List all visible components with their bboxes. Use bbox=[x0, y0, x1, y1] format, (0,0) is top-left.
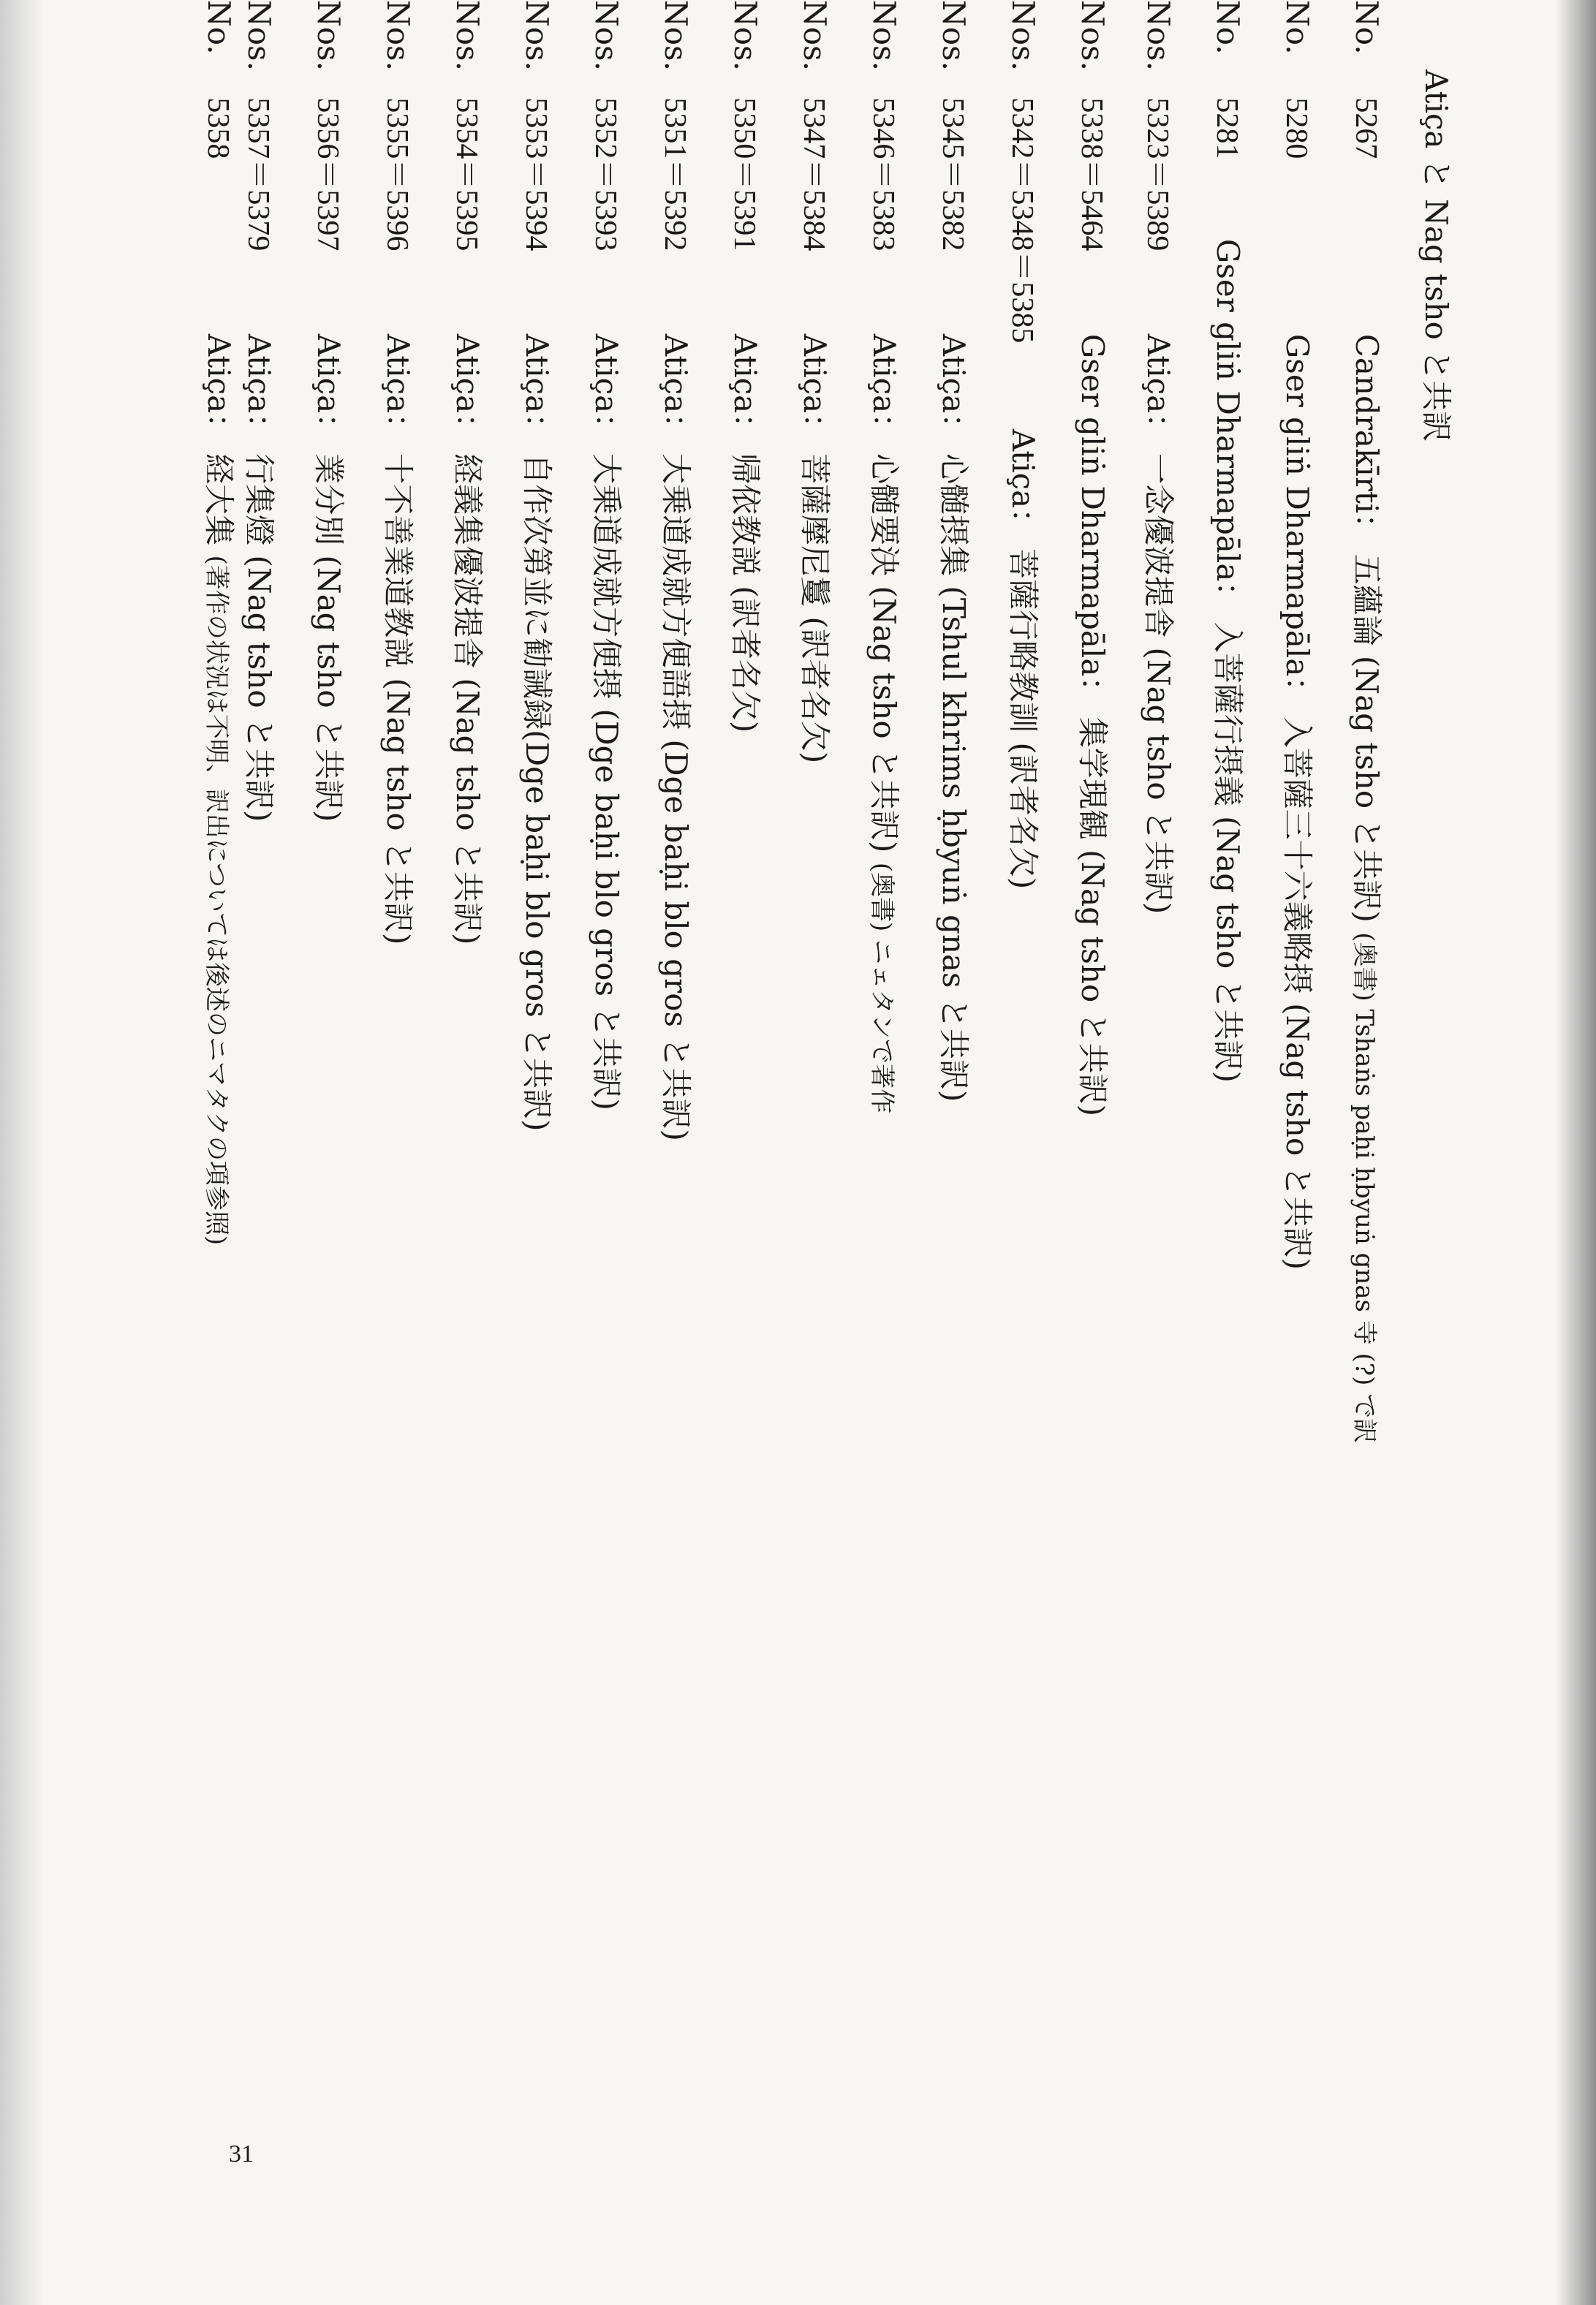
entry-line bbox=[936, 0, 972, 1102]
entry-title: 業分別 (Nag tsho と共訳) bbox=[311, 453, 347, 822]
entry-author: Atiça： bbox=[936, 333, 972, 444]
entry-no: No. bbox=[1210, 0, 1246, 55]
entry-no: Nos. bbox=[589, 0, 624, 71]
entry-number: 5323＝5389 bbox=[1141, 97, 1174, 251]
entry-line bbox=[589, 0, 624, 1110]
entry-line bbox=[519, 0, 555, 1132]
entry-line bbox=[380, 0, 416, 945]
entry-no: Nos. bbox=[727, 0, 763, 71]
entry-line bbox=[1210, 0, 1246, 1083]
entry-author: Atiça： bbox=[1005, 428, 1041, 540]
entry-title: 大乗道成就方便摂 (Dge baḥi blo gros と共訳) bbox=[589, 453, 624, 1110]
entry-author: Atiça： bbox=[450, 333, 485, 444]
entry-author: Gser gliṅ Dharmapāla： bbox=[1075, 333, 1111, 708]
entry-author: Atiça： bbox=[727, 333, 763, 444]
entry-line bbox=[866, 0, 902, 1114]
entry-number: 5281 bbox=[1210, 97, 1244, 159]
entry-no: Nos. bbox=[519, 0, 555, 71]
entry-title: 五蘊論 (Nag tsho と共訳) bbox=[1349, 553, 1385, 923]
entry-line bbox=[1075, 0, 1111, 1117]
entry-number: 5267 bbox=[1349, 97, 1383, 159]
entry-title: 経義集優波提舎 (Nag tsho と共訳) bbox=[450, 453, 485, 945]
entry-author: Gser gliṅ Dharmapāla： bbox=[1210, 238, 1246, 613]
entry-note: (著作の状況は不明、訳出については後述のニマタクの項参照) bbox=[202, 555, 231, 1246]
page-number: 31 bbox=[229, 2141, 254, 2168]
entry-number: 5280 bbox=[1279, 97, 1313, 159]
entry-line bbox=[201, 0, 237, 1246]
entry-author: Atiça： bbox=[797, 333, 833, 444]
entry-author: Atiça： bbox=[1141, 333, 1176, 444]
entry-no: Nos. bbox=[241, 0, 277, 71]
entry-line bbox=[311, 0, 347, 822]
entry-note: (奥書) Tshaṅs paḥi ḥbyuṅ gnas 寺 (?) で訳 bbox=[1350, 932, 1379, 1444]
entry-number: 5347＝5384 bbox=[797, 97, 831, 251]
entry-number: 5345＝5382 bbox=[936, 97, 969, 251]
entry-no: Nos. bbox=[936, 0, 972, 71]
entry-number: 5350＝5391 bbox=[727, 97, 761, 251]
entry-title: 帰依教説 (訳者名欠) bbox=[727, 453, 763, 733]
entry-line bbox=[1005, 0, 1041, 890]
entry-author: Atiça： bbox=[658, 333, 694, 444]
entry-no: Nos. bbox=[1141, 0, 1176, 71]
entry-no: Nos. bbox=[380, 0, 416, 71]
entry-no: No. bbox=[1349, 0, 1385, 55]
entry-title: 一念優波提舎 (Nag tsho と共訳) bbox=[1141, 453, 1176, 915]
section-heading: Atiça と Nag tsho と共訳 bbox=[1418, 69, 1454, 442]
entry-number: 5356＝5397 bbox=[311, 97, 344, 251]
entry-title: 心髄要決 (Nag tsho と共訳) bbox=[866, 453, 902, 853]
entry-title: 経大集 bbox=[201, 453, 237, 546]
entry-line bbox=[658, 0, 694, 1141]
entry-line bbox=[1279, 0, 1315, 1271]
entry-line bbox=[1349, 0, 1385, 1444]
entry-line bbox=[451, 0, 483, 945]
entry-author: Atiça： bbox=[241, 333, 277, 444]
entry-number: 5351＝5392 bbox=[658, 97, 692, 251]
entry-line bbox=[797, 0, 833, 764]
entry-title: 菩薩行略教訓 (訳者名欠) bbox=[1005, 548, 1041, 890]
entry-title: 自作次第並に勧誡録(Dge baḥi blo gros と共訳) bbox=[519, 453, 555, 1132]
entry-number: 5354＝5395 bbox=[450, 97, 483, 251]
entry-number: 5355＝5396 bbox=[380, 97, 414, 251]
entry-number: 5352＝5393 bbox=[589, 97, 622, 251]
entry-title: 心髄摂集 (Tshul khrims ḥbyuṅ gnas と共訳) bbox=[936, 453, 972, 1102]
entry-title: 大乗道成就方便語摂 (Dge baḥi blo gros と共訳) bbox=[658, 453, 694, 1141]
entry-line bbox=[241, 0, 277, 822]
entry-line bbox=[1141, 0, 1176, 915]
entry-number: 5358 bbox=[201, 97, 235, 159]
entry-title: 入菩薩行摂義 (Nag tsho と共訳) bbox=[1210, 621, 1246, 1083]
entry-no: No. bbox=[1279, 0, 1315, 55]
entry-number: 5357＝5379 bbox=[241, 97, 275, 251]
entry-number: 5346＝5383 bbox=[866, 97, 900, 251]
entry-no: Nos. bbox=[797, 0, 833, 71]
entry-no: No. bbox=[201, 0, 237, 55]
entry-author: Atiça： bbox=[201, 333, 237, 444]
entry-number: 5338＝5464 bbox=[1075, 97, 1108, 251]
entry-note: (奥書) ニェタンで著作 bbox=[867, 862, 896, 1114]
entry-author: Atiça： bbox=[311, 333, 347, 444]
entry-no: Nos. bbox=[311, 0, 347, 71]
entry-no: Nos. bbox=[450, 0, 485, 71]
entry-author: Candrakīrti： bbox=[1349, 333, 1385, 545]
entry-author: Atiça： bbox=[519, 333, 555, 444]
entry-author: Atiça： bbox=[866, 333, 902, 444]
entry-number: 5353＝5394 bbox=[519, 97, 553, 251]
entry-number: 5342＝5348＝5385 bbox=[1005, 97, 1039, 344]
entry-title: 菩薩摩尼鬘 (訳者名欠) bbox=[797, 453, 833, 764]
entry-author: Atiça： bbox=[380, 333, 416, 444]
entry-no: Nos. bbox=[866, 0, 902, 71]
entry-author: Atiça： bbox=[589, 333, 624, 444]
entry-line bbox=[727, 0, 763, 733]
entry-title: 集学現観 (Nag tsho と共訳) bbox=[1075, 716, 1111, 1117]
entry-no: Nos. bbox=[658, 0, 694, 71]
entry-title: 行集燈 (Nag tsho と共訳) bbox=[241, 453, 277, 822]
entry-no: Nos. bbox=[1075, 0, 1111, 71]
entry-no: Nos. bbox=[1005, 0, 1041, 71]
entry-title: 入菩薩三十六義略摂 (Nag tsho と共訳) bbox=[1279, 716, 1315, 1271]
entry-author: Gser gliṅ Dharmapāla： bbox=[1279, 333, 1315, 708]
entry-title: 十不善業道教説 (Nag tsho と共訳) bbox=[380, 453, 416, 945]
